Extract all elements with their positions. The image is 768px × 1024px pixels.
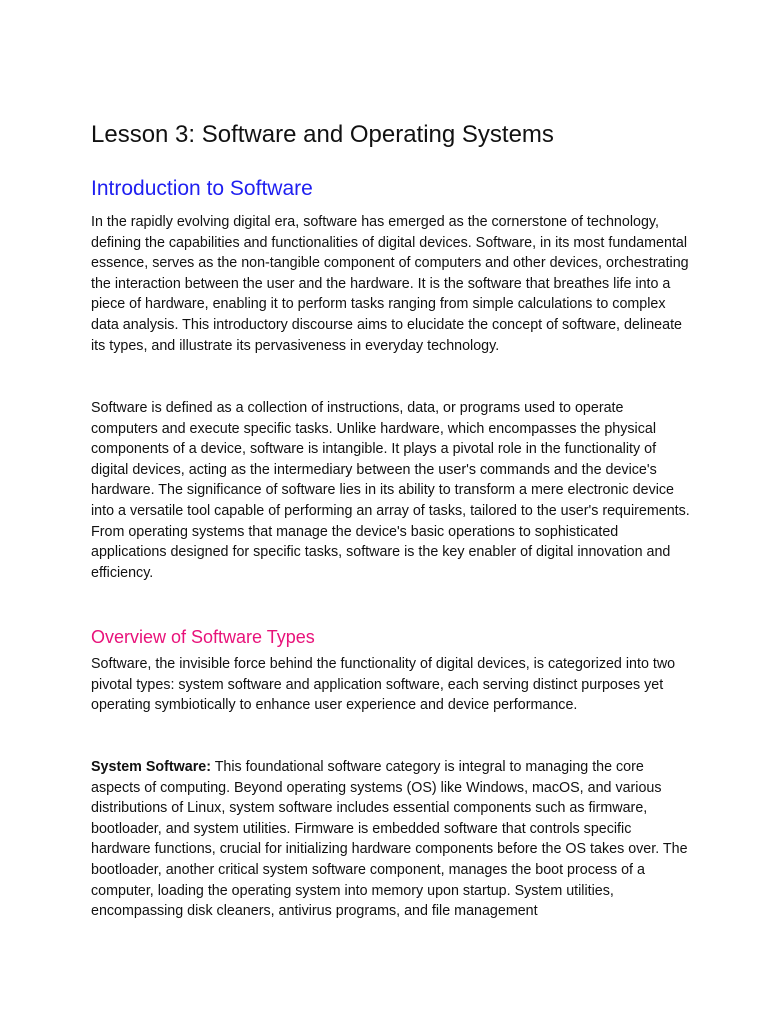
paragraph-system-software [91, 757, 691, 922]
paragraph: Software, the invisible force behind the functionality of digital devices, is categorized into two pivotal types: system software and application software, each serving distinct purposes yet operating symbiotically to enhance user experience and device performance. [91, 656, 676, 714]
paragraph: Software is defined as a collection of instructions, data, or programs used to operate computers and execute specific tasks. Unlike hardware, which encompasses the physical components of a device, software is intangible. It plays a pivotal role in the functionality of digital devices, acting as the intermediary between the user's commands and the device's hardware. The significance of software lies in its ability to transform a mere electronic device into a versatile tool capable of performing an array of tasks, tailored to the user's requirements. From operating systems that manage the device's basic operations to sophisticated applications designed for specific tasks, software is the key enabler of digital innovation and efficiency. [91, 400, 690, 581]
paragraph: In the rapidly evolving digital era, software has emerged as the cornerstone of technology, defining the capabilities and functionalities of digital devices. Software, in its most fundamental essence, serves as the non-tangible component of computers and other devices, orchestrating the interaction between the user and the hardware. It is the software that breathes life into a piece of hardware, enabling it to perform tasks ranging from simple calculations to complex data analysis. This introductory discourse aims to elucidate the concept of software, delineate its types, and illustrate its pervasiveness in everyday technology. [91, 214, 689, 354]
term-system-software: System Software: [91, 759, 211, 775]
page-title: Lesson 3: Software and Operating Systems [91, 121, 554, 148]
section-heading-introduction: Introduction to Software [91, 177, 313, 200]
section-heading-overview: Overview of Software Types [91, 627, 315, 647]
system-software-description: This foundational software category is integral to managing the core aspects of computing. Beyond operating systems (OS) like Windows, macOS, and various distributions of Linux, system software includes essential components such as firmware, bootloader, and system utilities. Firmware is embedded software that controls specific hardware functions, crucial for initializing hardware components before the OS takes over. The bootloader, another critical system software component, manages the boot process of a computer, loading the operating system into memory upon startup. System utilities, encompassing disk cleaners, antivirus programs, and file management [91, 759, 688, 920]
